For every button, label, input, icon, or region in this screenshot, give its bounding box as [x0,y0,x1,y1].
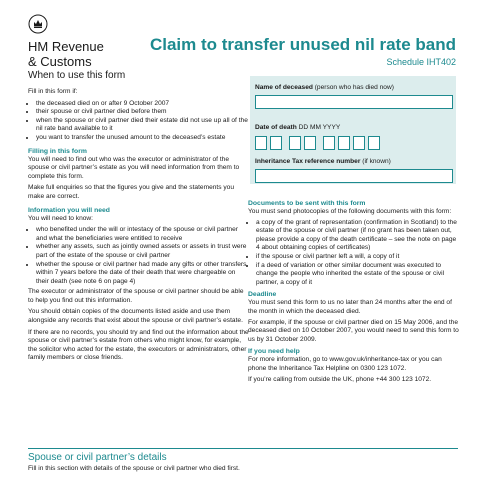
info-intro: You will need to know: [28,214,94,222]
date-digit-field[interactable] [270,136,282,150]
info-list [28,226,250,286]
documents-list [248,219,460,288]
list-item: • you want to transfer the unused amount to the deceased’s estate [36,134,250,143]
iht-reference-field[interactable] [255,169,453,183]
section-intro: Fill in this section with details of the spouse or civil partner who died first. [28,465,240,472]
list-item: • their spouse or civil partner died before them [36,108,250,117]
when-intro: Fill in this form if: [28,88,78,95]
list-item: • who benefited under the will or intestacy of the spouse or civil partner and what the beneficiaries were entitled to receive [36,226,250,243]
left-column [28,70,250,366]
form-title: Claim to transfer unused nil rate band [149,35,456,54]
deadline-heading: Deadline [248,291,277,299]
list-item: • if a deed of variation or other similar document was executed to change the people who inherited the estate of the spouse or civil partner, a copy of it [256,262,460,288]
info-heading: Information you will need [28,206,110,214]
when-heading: When to use this form [28,70,126,81]
date-label: Date of death DD MM YYYY [255,124,341,131]
documents-intro: You must send photocopies of the following documents with this form: [248,208,452,215]
list-item: • whether the spouse or civil partner had made any gifts or other transfers within 7 years before the date of their death that were chargeable on their death (see note 6 on page 4) [36,261,250,287]
schedule-label: Schedule IHT402 [386,57,456,67]
date-of-death-fields [255,136,383,150]
name-of-deceased-field[interactable] [255,95,453,109]
date-digit-field[interactable] [353,136,365,150]
no-records-text: If there are no records, you should try and find out the information about the spouse or civil partner’s estate from others who might know, for example, the solicitor who acted for the estate, the executors or administrators, other family members or close friends. [28,328,249,362]
list-item: • a copy of the grant of representation (confirmation in Scotland) to the estate of the spouse or civil partner (if no grant has been taken out, please provide a copy of the death certificate – see the note on page 4 about obtaining copies of certificates) [256,219,460,253]
name-label: Name of deceased (person who has died now) [255,84,394,91]
copies-text: You should obtain copies of the documents listed aside and use them alongside any records that exist about the spouse or civil partner’s estate. [28,308,243,325]
documents-heading: Documents to be sent with this form [248,200,366,207]
right-column [248,196,460,386]
section-heading: Spouse or civil partner’s details [28,452,167,463]
filling-heading: Filling in this form [28,147,87,155]
logo-text-line1: HM Revenue [28,39,104,54]
iht-ref-label: Inheritance Tax reference number (if known) [255,158,391,165]
logo-text-line2: & Customs [28,53,92,69]
date-digit-field[interactable] [304,136,316,150]
list-item: • whether any assets, such as jointly owned assets or assets in trust were part of the estate of the spouse or civil partner [36,243,250,260]
deadline-text-2: For example, if the spouse or civil partner died on 15 May 2006, and the deceased died on 10 October 2007, you would need to send this form to us by 31 October 2009. [248,318,459,343]
help-heading: If you need help [248,348,300,356]
list-item: • when the spouse or civil partner died their estate did not use up all of the nil rate band available to it [36,117,250,134]
deadline-text-1: You must send this form to us no later than 24 months after the end of the month in which the deceased died. [248,299,452,315]
list-item: • if the spouse or civil partner left a will, a copy of it [256,253,460,262]
date-digit-field[interactable] [323,136,335,150]
help-text-2: If you’re calling from outside the UK, phone +44 300 123 1072. [248,375,432,383]
filling-text-2: Make full enquiries so that the figures you give and the statements you make are correct. [28,184,234,200]
royal-crest-icon [28,14,48,34]
date-digit-field[interactable] [289,136,301,150]
deceased-details-box [250,76,456,184]
date-digit-field[interactable] [368,136,380,150]
hmrc-logo [28,14,104,68]
when-list [28,100,250,143]
help-text-1: For more information, go to www.gov.uk/inheritance-tax or you can phone the Inheritance Tax Helpline on 0300 123 1072. [248,356,442,372]
list-item: • the deceased died on or after 9 October 2007 [36,100,250,109]
date-digit-field[interactable] [255,136,267,150]
date-digit-field[interactable] [338,136,350,150]
filling-text-1: You will need to find out who was the executor or administrator of the spouse or civil partner’s estate as you will need information from them to complete this form. [28,155,240,180]
executor-text: The executor or administrator of the spouse or civil partner should be able to help you find out this information. [28,288,244,304]
spouse-details-section [28,448,458,472]
